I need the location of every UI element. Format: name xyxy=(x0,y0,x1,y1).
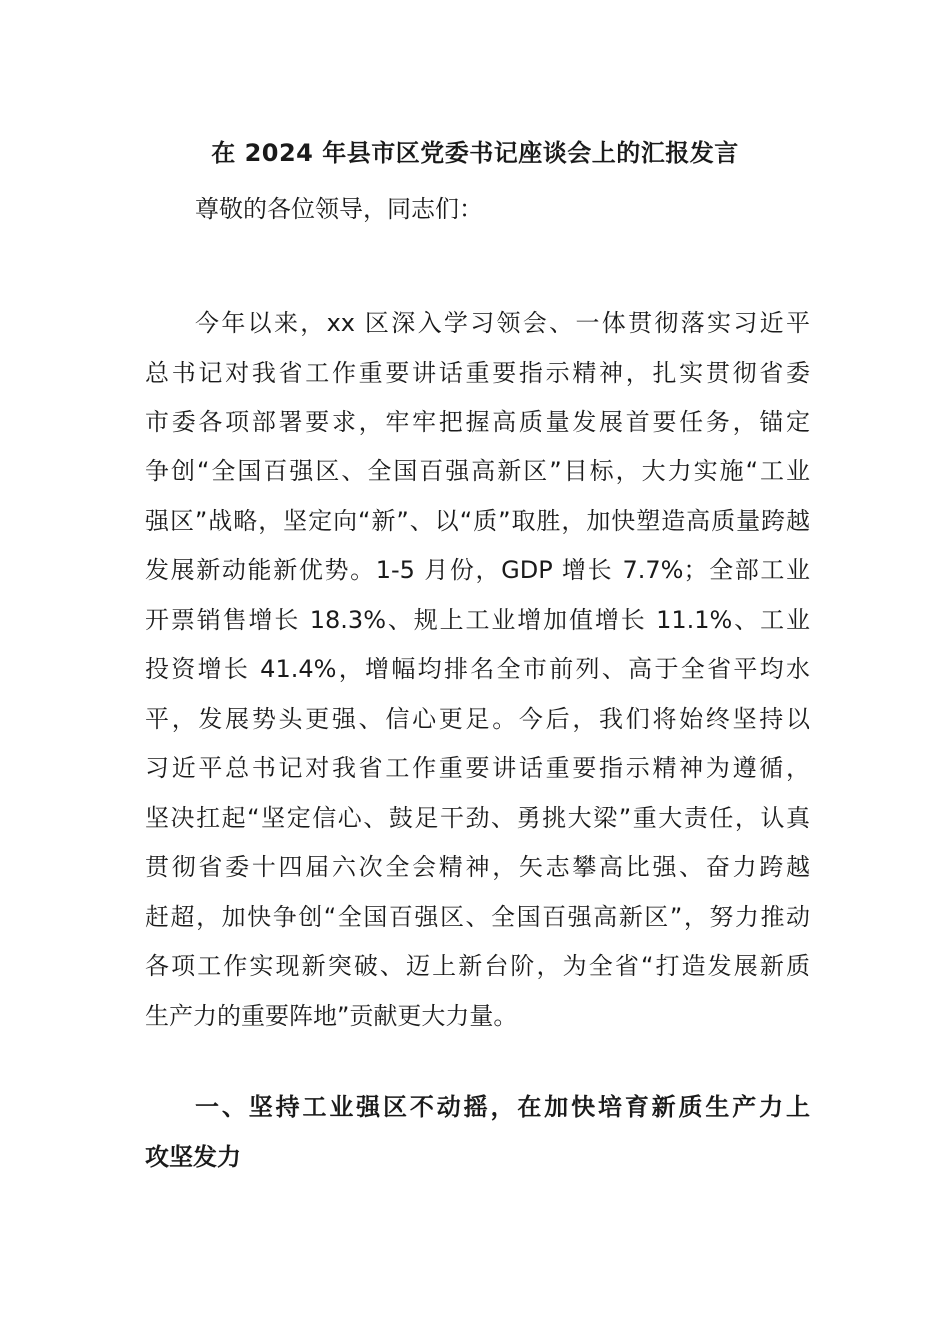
paragraph-line: 赶超，加快争创“全国百强区、全国百强高新区”，努力推动 xyxy=(145,903,810,931)
document-title: 在 2024 年县市区党委书记座谈会上的汇报发言 xyxy=(211,139,739,167)
paragraph-line: 贯彻省委十四届六次全会精神，矢志攀高比强、奋力跨越 xyxy=(145,853,810,881)
paragraph-line: 生产力的重要阵地”贡献更大力量。 xyxy=(145,1002,518,1030)
paragraph-line: 总书记对我省工作重要讲话重要指示精神，扎实贯彻省委 xyxy=(145,359,810,387)
paragraph-line: 今年以来，xx 区深入学习领会、一体贯彻落实习近平 xyxy=(195,309,810,337)
paragraph-line: 习近平总书记对我省工作重要讲话重要指示精神为遵循， xyxy=(145,754,810,782)
heading-line: 攻坚发力 xyxy=(145,1143,241,1171)
paragraph-line: 坚决扛起“坚定信心、鼓足干劲、勇挑大梁”重大责任，认真 xyxy=(145,804,810,832)
paragraph-line: 开票销售增长 18.3%、规上工业增加值增长 11.1%、工业 xyxy=(145,606,810,634)
paragraph-line: 市委各项部署要求，牢牢把握高质量发展首要任务，锚定 xyxy=(145,408,810,436)
heading-line: 一、坚持工业强区不动摇，在加快培育新质生产力上 xyxy=(195,1093,810,1121)
paragraph-line: 投资增长 41.4%，增幅均排名全市前列、高于全省平均水 xyxy=(145,655,810,683)
paragraph-line: 强区”战略，坚定向“新”、以“质”取胜，加快塑造高质量跨越 xyxy=(145,507,810,535)
paragraph-line: 各项工作实现新突破、迈上新台阶，为全省“打造发展新质 xyxy=(145,952,810,980)
paragraph-line: 平，发展势头更强、信心更足。今后，我们将始终坚持以 xyxy=(145,705,810,733)
paragraph-line: 争创“全国百强区、全国百强高新区”目标，大力实施“工业 xyxy=(145,457,810,485)
salutation: 尊敬的各位领导，同志们： xyxy=(195,195,483,223)
paragraph-line: 发展新动能新优势。1-5 月份，GDP 增长 7.7%；全部工业 xyxy=(145,556,810,584)
